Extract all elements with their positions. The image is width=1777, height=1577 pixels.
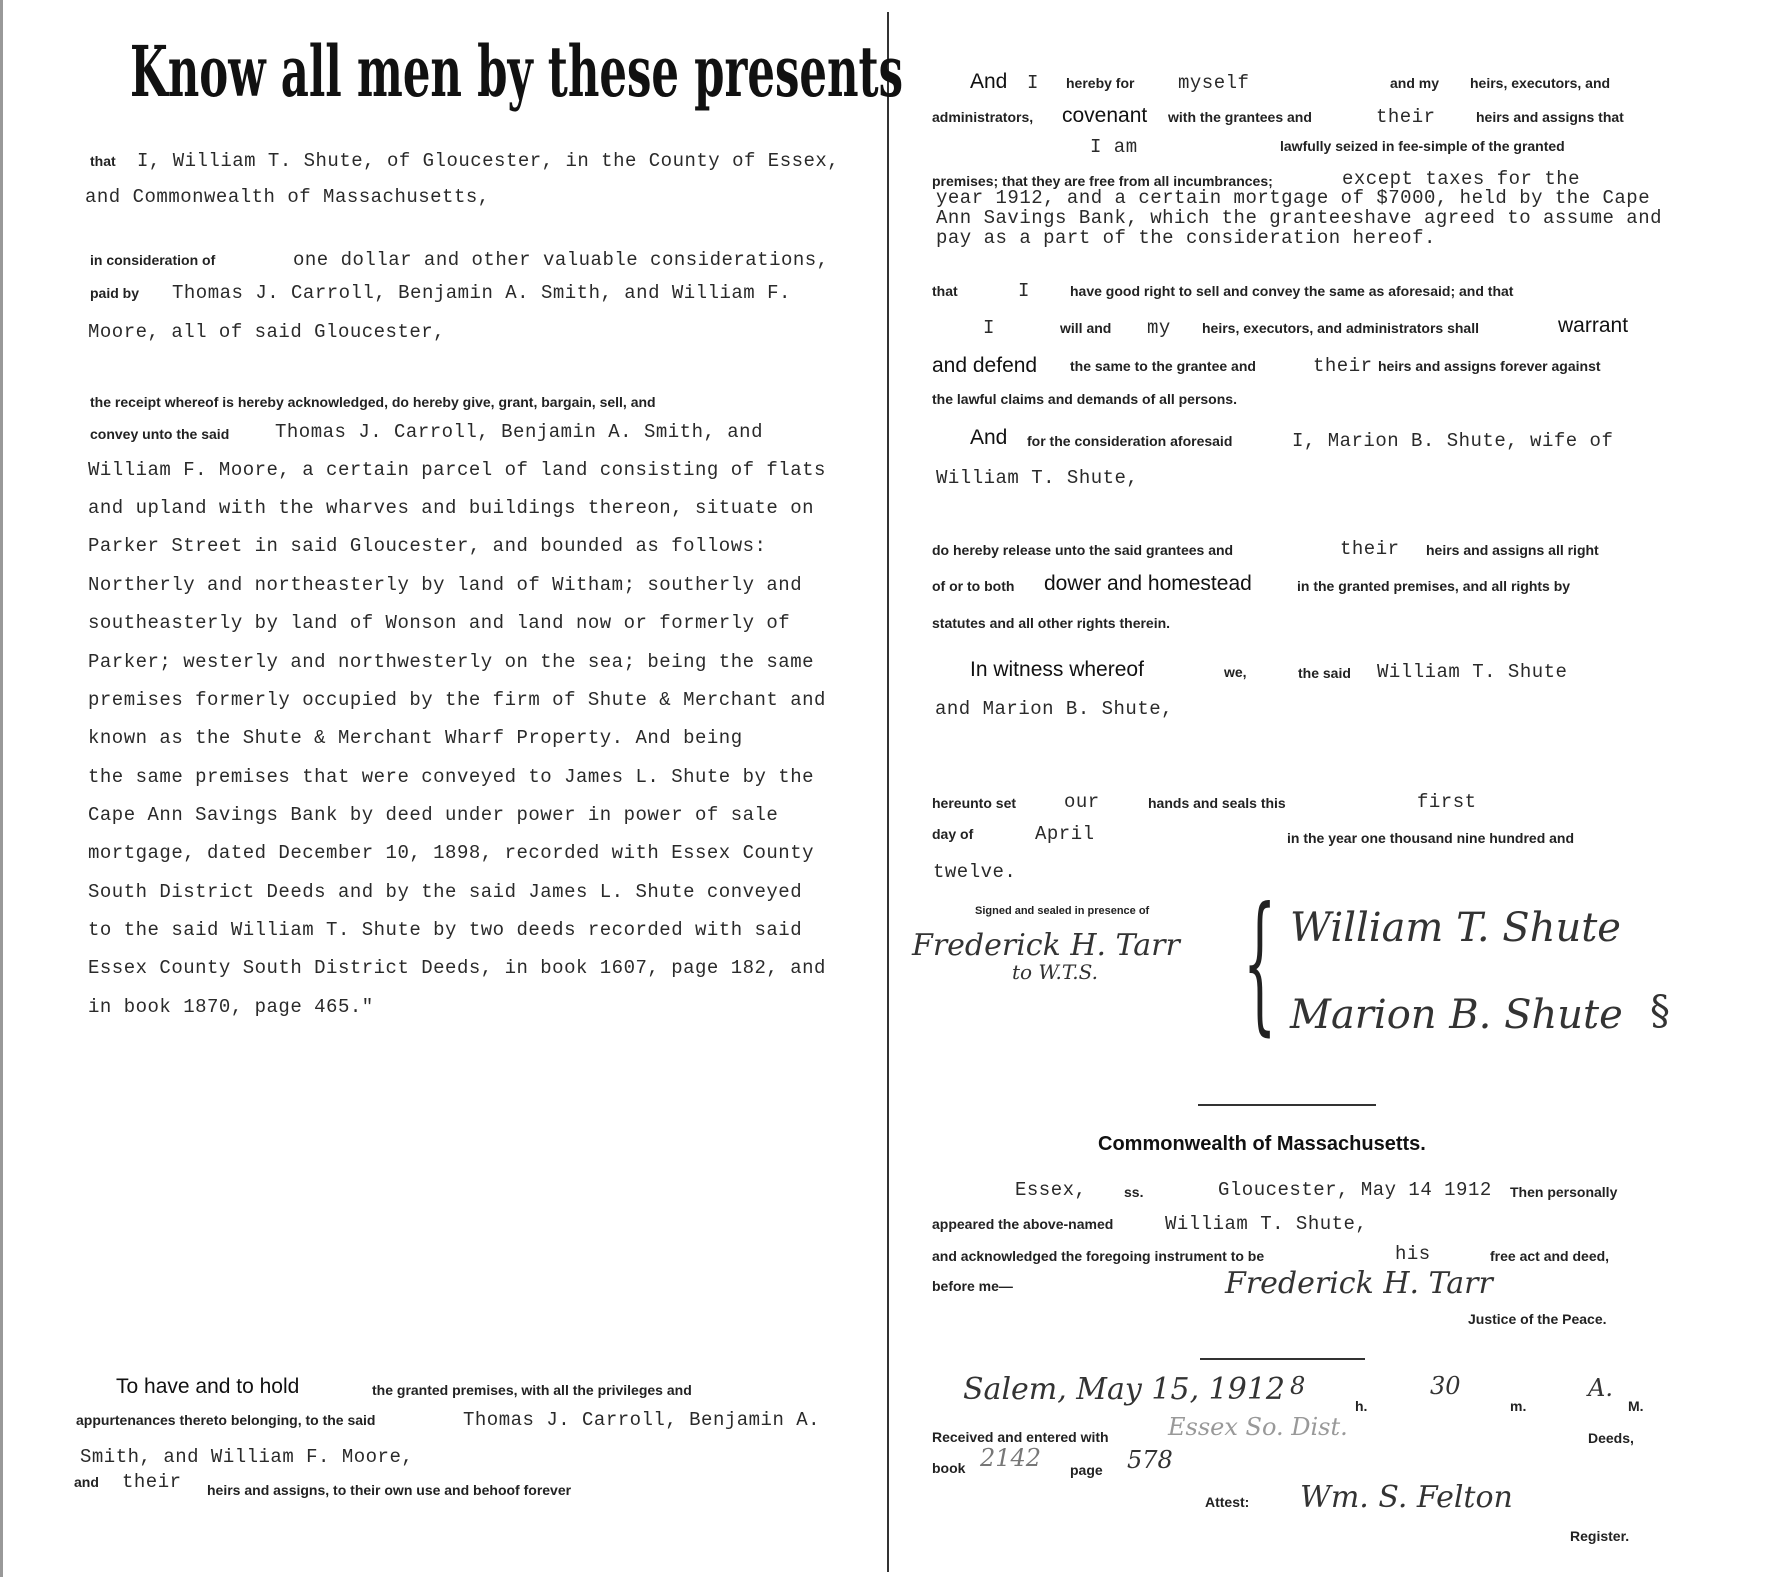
received-registry: Essex So. Dist. [1168,1413,1348,1441]
will-and: will and [1060,320,1112,336]
description-line: the same premises that were conveyed to James L. Shute by the [88,766,815,788]
commonwealth-heading: Commonwealth of Massachusetts. [1098,1133,1426,1155]
warrant: warrant [1558,314,1629,337]
consideration-label: in consideration of [90,252,216,268]
salem-date: Salem, May 15, 1912 [963,1372,1285,1407]
heirs-exec-admin: heirs, executors, and administrators shall [1202,320,1479,336]
appeared-name: William T. Shute, [1165,1213,1368,1235]
covenant-i: I [1027,72,1039,94]
witness-initials: to W.T.S. [1012,960,1098,984]
heirs-all-right: heirs and assigns all right [1426,542,1599,558]
signature-brace: { [1243,876,1277,1050]
except-line: pay as a part of the consideration hereof. [936,227,1436,249]
grantor-line-2: and Commonwealth of Massachusetts, [85,186,490,208]
description-line: Parker; westerly and northwesterly on the sea; being the same [88,651,815,673]
heirs-forever: heirs and assigns forever against [1378,358,1601,374]
attest-label: Attest: [1205,1494,1250,1510]
description-line: William F. Moore, a certain parcel of land consisting of flats [88,459,826,481]
convey-names: Thomas J. Carroll, Benjamin A. Smith, and [275,421,763,443]
date-twelve: twelve. [933,861,1017,883]
description-line: southeasterly by land of Wonson and land now or formerly of [88,612,791,634]
habendum-names-2: Smith, and William F. Moore, [80,1446,414,1468]
heirs-executors: heirs, executors, and [1470,75,1611,91]
page-value: 578 [1127,1446,1173,1474]
description-line: in book 1870, page 465." [88,996,374,1018]
description-line: Parker Street in said Gloucester, and bounded as follows: [88,535,767,557]
the-said: the said [1298,665,1351,681]
book-label: book [932,1460,966,1476]
habendum-lead: To have and to hold [116,1375,300,1398]
county-essex: Essex, [1015,1179,1087,1201]
justice-signature: Frederick H. Tarr [1225,1266,1493,1301]
page-label: page [1070,1462,1103,1478]
hereunto: hereunto set [932,795,1017,811]
meridiem-value: A. [1588,1374,1613,1402]
i-am: I am [1090,136,1138,158]
of-or-to: of or to both [932,578,1015,594]
convey-label: convey unto the said [90,426,230,442]
paid-by-line-1: Thomas J. Carroll, Benjamin A. Smith, and William F. [172,282,791,304]
free-act: free act and deed, [1490,1248,1610,1264]
register-title: Register. [1570,1528,1630,1544]
covenant-word: covenant [1062,104,1148,127]
description-line: mortgage, dated December 10, 1898, recorded with Essex County [88,842,815,864]
date-first: first [1417,791,1477,813]
register-signature: Wm. S. Felton [1300,1480,1513,1515]
except-line: year 1912, and a certain mortgage of $7000, held by the Cape [936,187,1651,209]
description-line: Essex County South District Deeds, in book 1607, page 182, and [88,957,826,979]
page-left-edge [0,0,3,1577]
appurtenances-clause: appurtenances thereto belonging, to the said [76,1412,376,1428]
same-to: the same to the grantee and [1070,358,1256,374]
lawfully-seized: lawfully seized in fee-simple of the granted [1280,138,1565,154]
hour-value: 8 [1290,1372,1306,1400]
except-line: except taxes for the [1342,168,1581,190]
his: his [1395,1243,1431,1265]
page-divider [887,12,889,1572]
meridiem-label: M. [1628,1398,1644,1414]
date-april: April [1035,823,1095,845]
description-line: to the said William T. Shute by two deeds recorded with said [88,919,803,941]
release-and: And [970,426,1008,449]
lawful-claims: the lawful claims and demands of all persons. [932,391,1237,407]
signed-sealed: Signed and sealed in presence of [975,905,1150,917]
receipt-clause: the receipt whereof is hereby acknowledged, do hereby give, grant, bargain, sell, and [90,394,656,410]
description-line: premises formerly occupied by the firm of Shute & Merchant and [88,689,826,711]
description-line: and upland with the wharves and buildings thereon, situate on [88,497,815,519]
minute-value: 30 [1430,1372,1461,1400]
hands-seals: hands and seals this [1148,795,1286,811]
except-line: Ann Savings Bank, which the granteeshave agreed to assume and [936,207,1663,229]
signature-william: William T. Shute [1290,905,1621,951]
paid-by-label: paid by [90,285,140,301]
good-right: have good right to sell and convey the same as aforesaid; and that [1070,283,1514,299]
description-line: Northerly and northeasterly by land of Witham; southerly and [88,574,803,596]
that-i: I [1018,280,1030,302]
seal-scroll-icon: § [1650,988,1670,1034]
their-3: their [1340,538,1400,560]
my-word: my [1147,317,1171,339]
deed-title: Know all men by these presents [130,30,904,113]
acknowledged: and acknowledged the foregoing instrument to be [932,1248,1265,1264]
before-me: before me— [932,1278,1013,1294]
statutes: statutes and all other rights therein. [932,615,1171,631]
wife-line-1: I, Marion B. Shute, wife of [1292,430,1614,452]
witness-names-2: and Marion B. Shute, [935,698,1174,720]
habendum-rest: the granted premises, with all the privileges and [372,1382,692,1398]
myself: myself [1178,72,1250,94]
minute-label: m. [1510,1398,1527,1414]
description-line: known as the Shute & Merchant Wharf Property. And being [88,727,743,749]
grantor-line-1: I, William T. Shute, of Gloucester, in the County of Essex, [137,150,840,172]
hour-label: h. [1355,1398,1368,1414]
year-phrase: in the year one thousand nine hundred and [1287,830,1575,846]
wife-line-2: William T. Shute, [936,467,1139,489]
ss-label: ss. [1124,1184,1144,1200]
witness-lead: In witness whereof [970,658,1144,681]
book-value: 2142 [980,1444,1042,1472]
their-2: their [1313,355,1373,377]
then-personally: Then personally [1510,1184,1618,1200]
description-line: Cape Ann Savings Bank by deed under power in power of sale [88,804,779,826]
consideration-value: one dollar and other valuable considerations, [293,249,829,271]
with-grantees: with the grantees and [1168,109,1312,125]
received-entered: Received and entered with [932,1429,1109,1445]
paid-by-line-2: Moore, all of said Gloucester, [88,321,446,343]
witness-names-1: William T. Shute [1377,661,1568,683]
will-i: I [983,317,995,339]
heirs-clause: heirs and assigns, to their own use and behoof forever [207,1482,572,1498]
their-1: their [1376,106,1436,128]
release-to: do hereby release unto the said grantees and [932,542,1234,558]
grantor-prefix: that [90,153,116,169]
signature-marion: Marion B. Shute [1290,992,1623,1038]
deeds-label: Deeds, [1588,1430,1634,1446]
for-consideration: for the consideration aforesaid [1027,433,1233,449]
our: our [1064,791,1100,813]
premises-free: premises; that they are free from all incumbrances; [932,173,1273,189]
administrators: administrators, [932,109,1034,125]
witness-signature: Frederick H. Tarr [912,928,1180,963]
place-date: Gloucester, May 14 1912 [1218,1179,1492,1201]
justice-title: Justice of the Peace. [1468,1311,1607,1327]
section-rule [1198,1104,1376,1106]
dower-homestead: dower and homestead [1044,572,1252,595]
hereby-for: hereby for [1066,75,1135,91]
heirs-assigns-that: heirs and assigns that [1476,109,1624,125]
and-defend: and defend [932,354,1038,377]
habendum-names-1: Thomas J. Carroll, Benjamin A. [463,1409,821,1431]
description-line: South District Deeds and by the said James L. Shute conveyed [88,881,803,903]
in-granted: in the granted premises, and all rights by [1297,578,1571,594]
section-rule [1200,1358,1365,1360]
their-and: and [74,1474,99,1490]
witness-we: we, [1224,664,1247,680]
their-word: their [122,1471,182,1493]
appeared-label: appeared the above-named [932,1216,1114,1232]
day-of: day of [932,826,974,842]
and-my: and my [1390,75,1440,91]
covenant-and: And [970,70,1008,93]
that-label: that [932,283,958,299]
